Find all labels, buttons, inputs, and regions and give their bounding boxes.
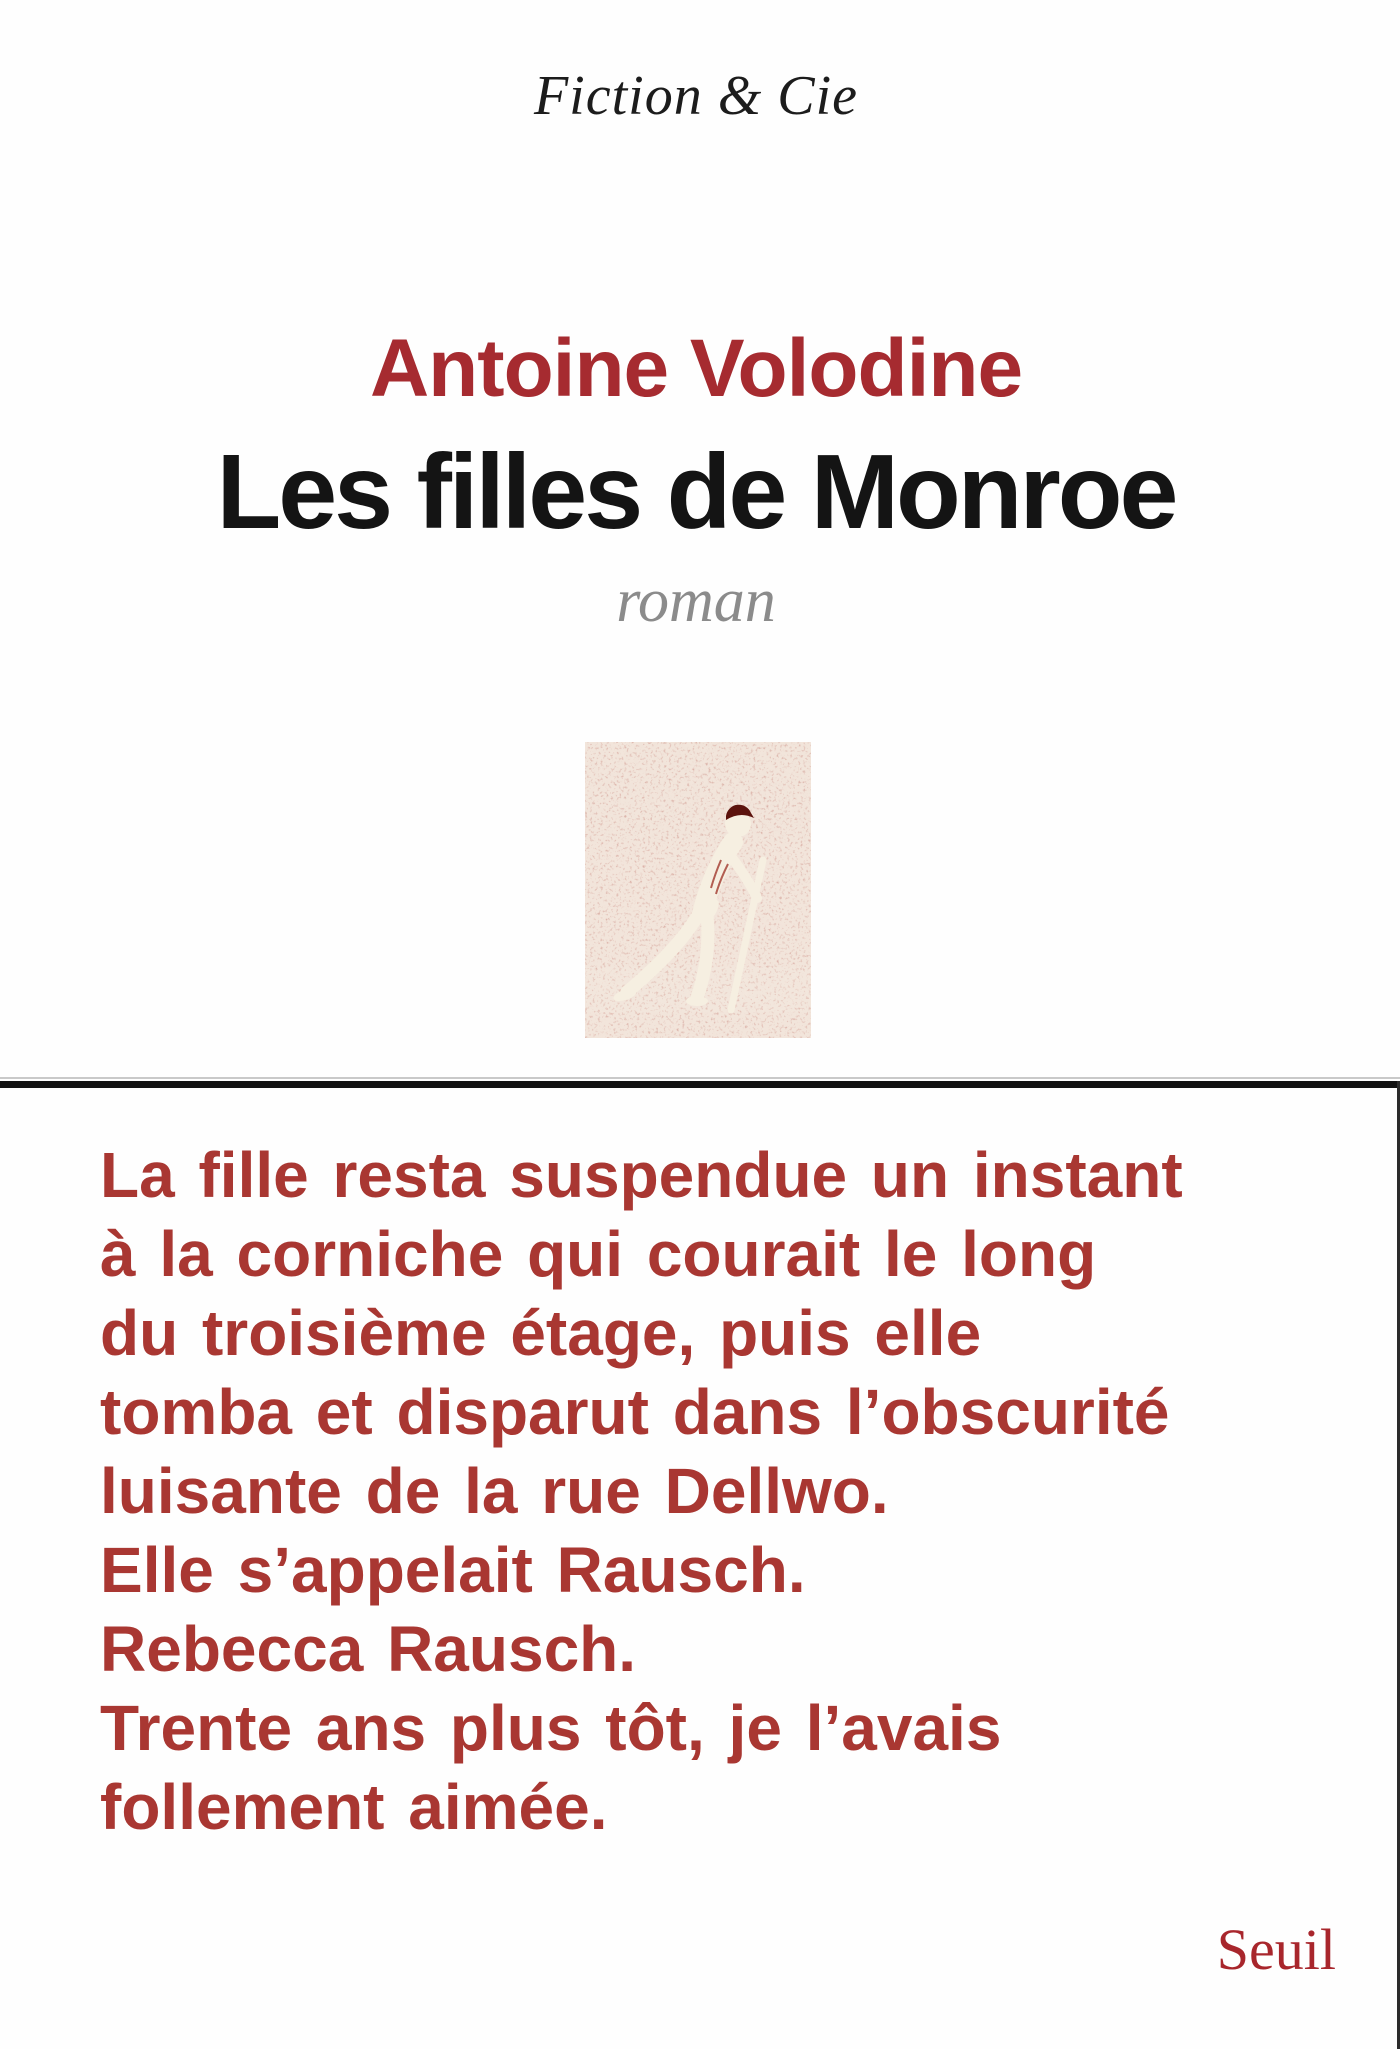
excerpt-line: tomba et disparut dans l’obscurité xyxy=(100,1376,1170,1448)
excerpt-line: Rebecca Rausch. xyxy=(100,1613,637,1685)
author-name: Antoine Volodine xyxy=(369,323,1023,414)
genre-label: roman xyxy=(616,567,776,635)
excerpt-line: follement aimée. xyxy=(100,1771,608,1843)
excerpt-line: luisante de la rue Dellwo. xyxy=(100,1455,889,1527)
separator-rule xyxy=(0,1081,1400,1088)
excerpt-line: Trente ans plus tôt, je l’avais xyxy=(100,1692,1002,1764)
excerpt-block xyxy=(100,1136,1340,1847)
book-title: Les filles de Monroe xyxy=(216,433,1176,551)
excerpt-line: La fille resta suspendue un instant xyxy=(100,1139,1183,1211)
publisher-logo-seuil: Seuil xyxy=(1216,1917,1336,1982)
excerpt-line: à la corniche qui courait le long xyxy=(100,1218,1097,1290)
separator-faint-line xyxy=(0,1077,1400,1079)
imprint-fiction-et-cie: Fiction & Cie xyxy=(533,65,859,127)
excerpt-line: Elle s’appelait Rausch. xyxy=(100,1534,806,1606)
excerpt-line: du troisième étage, puis elle xyxy=(100,1297,982,1369)
fiction-et-cie-walker-icon xyxy=(585,742,811,1038)
